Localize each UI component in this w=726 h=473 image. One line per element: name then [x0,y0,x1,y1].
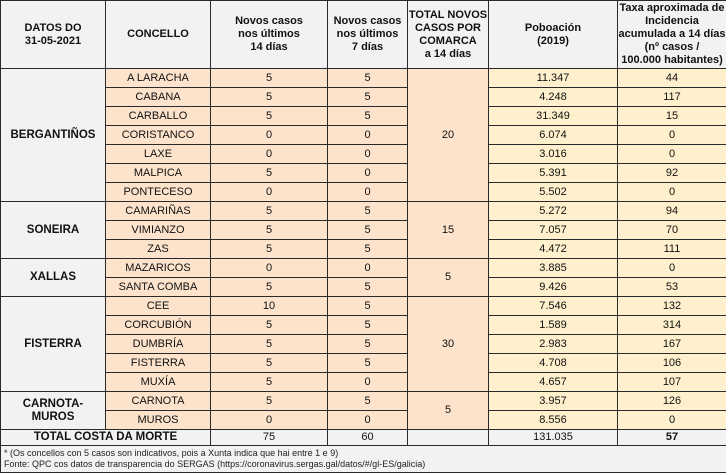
population: 5.391 [489,164,618,183]
cases-7: 0 [328,126,408,145]
total-incidence-rate: 57 [618,430,726,446]
cases-14: 0 [211,259,328,278]
population: 4.248 [489,88,618,107]
footer-source: Fonte: QPC cos datos de transparencia do SERGAS (https://coronavirus.sergas.gal/datos/#/gl-ES/galicia) [4,459,723,470]
incidence-rate: 94 [618,202,726,221]
cases-14: 5 [211,202,328,221]
header-concello: CONCELLO [106,1,211,69]
concello-name: CARNOTA [106,392,211,411]
incidence-rate: 92 [618,164,726,183]
comarca-total: 5 [408,392,489,430]
table-row [1,335,726,354]
table-row [1,259,726,278]
concello-name: VIMIANZO [106,221,211,240]
concello-name: FISTERRA [106,354,211,373]
population: 5.502 [489,183,618,202]
cases-7: 5 [328,107,408,126]
population: 1.589 [489,316,618,335]
cases-7: 5 [328,69,408,88]
concello-name: LAXE [106,145,211,164]
cases-14: 5 [211,240,328,259]
cases-7: 0 [328,183,408,202]
concello-name: A LARACHA [106,69,211,88]
header-cases-14-days: Novos casos nos últimos 14 días [211,1,328,69]
table-row [1,202,726,221]
incidence-rate: 53 [618,278,726,297]
incidence-rate: 111 [618,240,726,259]
comarca-name: FISTERRA [1,297,106,392]
incidence-rate: 0 [618,145,726,164]
table-row [1,240,726,259]
population: 31.349 [489,107,618,126]
cases-7: 5 [328,202,408,221]
incidence-rate: 314 [618,316,726,335]
cases-7: 5 [328,335,408,354]
incidence-rate: 126 [618,392,726,411]
cases-7: 5 [328,240,408,259]
table-row [1,354,726,373]
cases-14: 10 [211,297,328,316]
cases-7: 5 [328,392,408,411]
comarca-total: 5 [408,259,489,297]
cases-7: 5 [328,221,408,240]
header-comarca-total: TOTAL NOVOS CASOS POR COMARCA a 14 días [408,1,489,69]
population: 3.957 [489,392,618,411]
comarca-name: SONEIRA [1,202,106,259]
total-cases-7: 60 [328,430,408,446]
incidence-rate: 107 [618,373,726,392]
concello-name: ZAS [106,240,211,259]
population: 7.546 [489,297,618,316]
concello-name: SANTA COMBA [106,278,211,297]
concello-name: PONTECESO [106,183,211,202]
population: 3.885 [489,259,618,278]
incidence-rate: 0 [618,126,726,145]
total-label: TOTAL COSTA DA MORTE [1,430,211,446]
total-cases-14: 75 [211,430,328,446]
comarca-total: 15 [408,202,489,259]
concello-name: MALPICA [106,164,211,183]
cases-14: 5 [211,107,328,126]
footer [1,446,726,473]
cases-14: 0 [211,411,328,430]
population: 2.983 [489,335,618,354]
cases-14: 5 [211,164,328,183]
table-row [1,392,726,411]
incidence-rate: 117 [618,88,726,107]
table-row [1,126,726,145]
table-row [1,164,726,183]
cases-7: 5 [328,278,408,297]
concello-name: MAZARICOS [106,259,211,278]
population: 11.347 [489,69,618,88]
comarca-name: CARNOTA- MUROS [1,392,106,430]
header-row [1,1,726,69]
table-row [1,88,726,107]
table-row [1,107,726,126]
incidence-rate: 167 [618,335,726,354]
incidence-rate: 44 [618,69,726,88]
concello-name: CABANA [106,88,211,107]
incidence-rate: 132 [618,297,726,316]
population: 3.016 [489,145,618,164]
cases-14: 5 [211,373,328,392]
table-row [1,145,726,164]
table-row [1,221,726,240]
population: 5.272 [489,202,618,221]
table-row [1,278,726,297]
population: 4.657 [489,373,618,392]
incidence-rate: 0 [618,411,726,430]
concello-name: MUXÍA [106,373,211,392]
cases-7: 0 [328,411,408,430]
table-row [1,316,726,335]
cases-14: 5 [211,316,328,335]
concello-name: CAMARIÑAS [106,202,211,221]
cases-7: 0 [328,145,408,164]
incidence-rate: 70 [618,221,726,240]
header-date: DATOS DO 31-05-2021 [1,1,106,69]
cases-7: 5 [328,354,408,373]
table-row [1,183,726,202]
incidence-rate: 106 [618,354,726,373]
cases-14: 0 [211,126,328,145]
concello-name: CEE [106,297,211,316]
cases-14: 5 [211,335,328,354]
concello-name: CORCUBIÓN [106,316,211,335]
population: 8.556 [489,411,618,430]
table-row [1,373,726,392]
table-row [1,411,726,430]
cases-7: 5 [328,297,408,316]
header-cases-7-days: Novos casos nos últimos 7 días [328,1,408,69]
cases-14: 0 [211,183,328,202]
cases-7: 5 [328,88,408,107]
concello-name: CORISTANCO [106,126,211,145]
incidence-rate: 0 [618,259,726,278]
cases-7: 5 [328,316,408,335]
cases-14: 5 [211,88,328,107]
cases-14: 0 [211,145,328,164]
comarca-total: 30 [408,297,489,392]
footer-row [1,446,726,473]
cases-14: 5 [211,278,328,297]
cases-7: 0 [328,259,408,278]
population: 9.426 [489,278,618,297]
comarca-name: XALLAS [1,259,106,297]
incidence-rate: 15 [618,107,726,126]
cases-7: 0 [328,373,408,392]
comarca-name: BERGANTIÑOS [1,69,106,202]
comarca-total: 20 [408,69,489,202]
table-row [1,69,726,88]
population: 4.708 [489,354,618,373]
cases-14: 5 [211,69,328,88]
total-population: 131.035 [489,430,618,446]
population: 4.472 [489,240,618,259]
cases-14: 5 [211,392,328,411]
header-incidence-rate: Taxa aproximada de Incidencia acumulada a 14 días (nº casos / 100.000 habitantes) [618,1,726,69]
concello-name: MUROS [106,411,211,430]
table-row [1,297,726,316]
population: 7.057 [489,221,618,240]
concello-name: DUMBRÍA [106,335,211,354]
population: 6.074 [489,126,618,145]
incidence-rate: 0 [618,183,726,202]
cases-7: 0 [328,164,408,183]
header-population: Poboación (2019) [489,1,618,69]
cases-14: 5 [211,221,328,240]
concello-name: CARBALLO [106,107,211,126]
cases-14: 5 [211,354,328,373]
footer-note: * (Os concellos con 5 casos son indicativos, pois a Xunta indica que hai entre 1 e 9) [4,448,723,459]
